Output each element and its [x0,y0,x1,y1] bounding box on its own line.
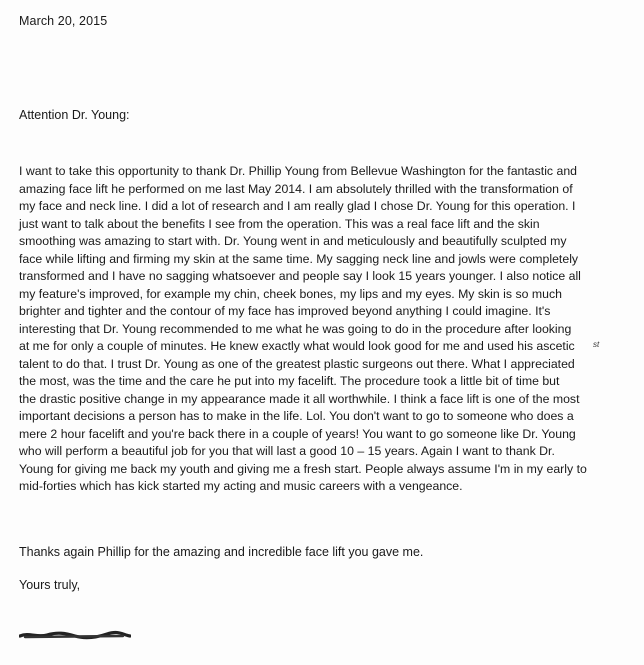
body-line: face while lifting and firming my skin at the same time. My sagging neck line and jowls were completely [19,251,579,266]
body-line: my feature's improved, for example my chin, cheek bones, my lips and my eyes. My skin is so much [19,286,562,301]
body-line: the drastic positive change in my appearance made it all worthwhile. I think a face lift is one of the most [19,391,580,406]
thanks-line: Thanks again Phillip for the amazing and incredible face lift you gave me. [19,545,424,559]
redacted-signature [19,630,131,640]
body-line: transformed and I have no sagging whatsoever and people say I look 15 years younger. I also notice all [19,269,581,283]
handwritten-insert: st [593,340,600,349]
letter-date: March 20, 2015 [19,14,108,28]
body-line: talent to do that. I trust Dr. Young as one of the greatest plastic surgeons out there. What I appreciated [19,356,575,371]
body-line: who will perform a beautiful job for you that will last a good 10 – 15 years. Again I want to thank Dr. [19,444,555,458]
body-line: Young for giving me back my youth and giving me a fresh start. People always assume I'm in my early to [19,461,587,476]
closing-line: Yours truly, [19,578,81,592]
body-line: my face and neck line. I did a lot of research and I am really glad I chose Dr. Young for this operation. I [19,199,576,213]
body-line: interesting that Dr. Young recommended to me what he was going to do in the procedure after looking [19,321,572,336]
body-line: just want to talk about the benefits I see from the operation. This was a real face lift and the skin [19,216,540,231]
body-line: I want to take this opportunity to thank Dr. Phillip Young from Bellevue Washington for the fantastic and [19,164,578,178]
body-line: mid-forties which has kick started my acting and music careers with a vengeance. [19,479,463,493]
body-line: brighter and tighter and the contour of my face has improved beyond anything I could imagine. It's [19,304,551,318]
salutation: Attention Dr. Young: [19,108,130,122]
body-line: smoothing was amazing to start with. Dr. Young went in and meticulously and beautifully sculpted my [19,234,567,248]
body-line: amazing face lift he performed on me last May 2014. I am absolutely thrilled with the transformation of [19,181,573,196]
body-line: at me for only a couple of minutes. He knew exactly what would look good for me and used his ascetic [19,339,575,353]
body-line: important decisions a person has to make in the life. Lol. You don't want to go to someone who does a [19,409,574,423]
body-line: the most, was the time and the care he put into my facelift. The procedure took a little bit of time but [19,374,560,388]
letter-body [19,163,631,496]
body-line: mere 2 hour facelift and you're back there in a couple of years! You want to go someone like Dr. Young [19,426,576,441]
